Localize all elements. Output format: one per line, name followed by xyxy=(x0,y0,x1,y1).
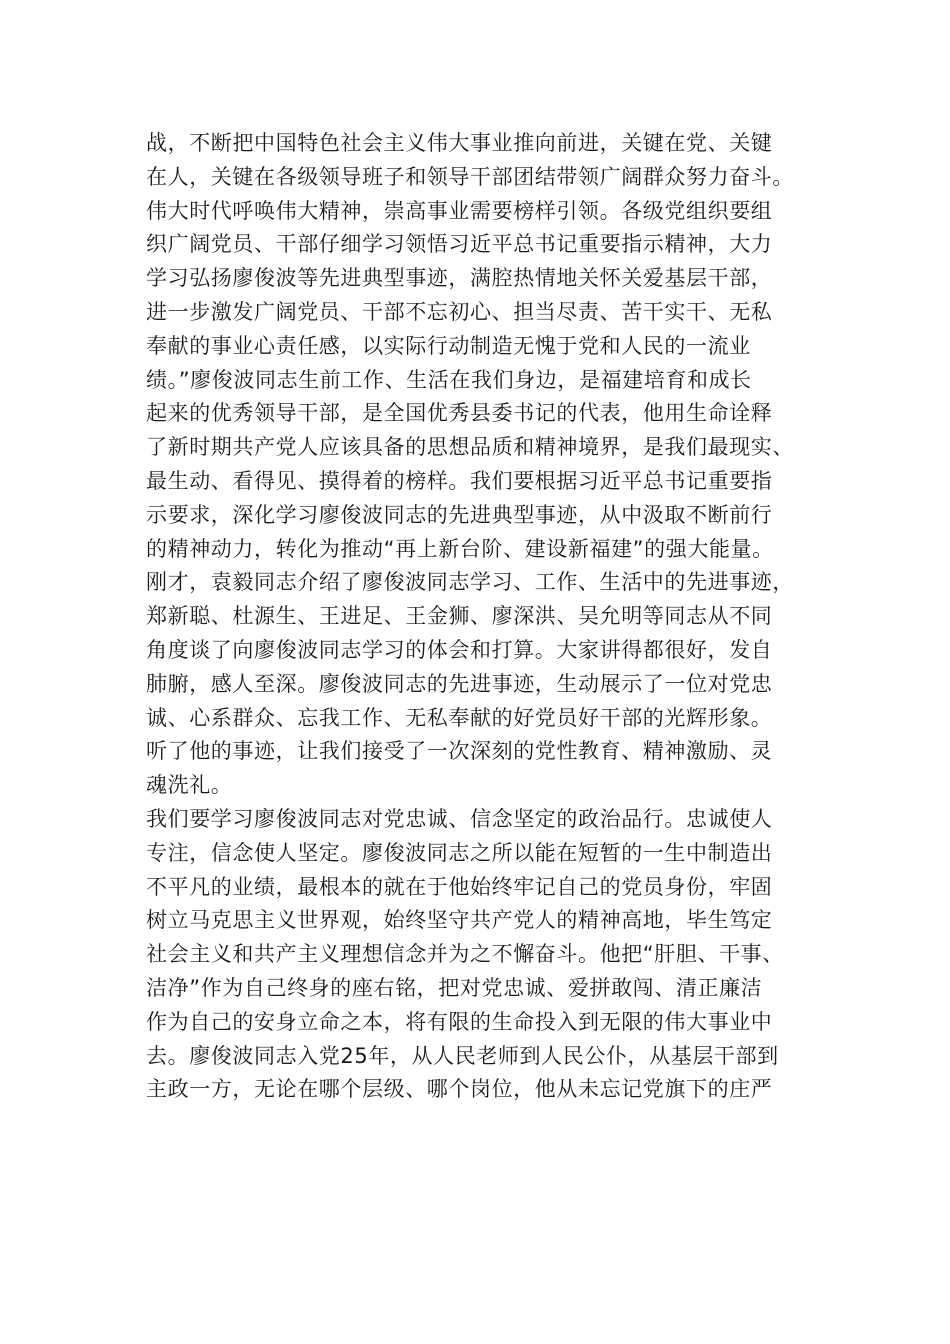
text-line: 了新时期共产党人应该具备的思想品质和精神境界，是我们最现实、 xyxy=(146,435,794,460)
text-line: 进一步激发广阔党员、干部不忘初心、担当尽责、苦干实干、无私 xyxy=(146,299,773,324)
text-line: 的精神动力，转化为推动“再上新台阶、建设新福建”的强大能量。 xyxy=(146,536,774,561)
text-line: 不平凡的业绩，最根本的就在于他始终牢记自己的党员身份，牢固 xyxy=(146,874,773,899)
text-line: 奉献的事业心责任感，以实际行动制造无愧于党和人民的一流业 xyxy=(146,333,751,358)
text-line: 洁净”作为自己终身的座右铭，把对党忠诚、爱拼敢闯、清正廉洁 xyxy=(146,975,763,1000)
text-line: 伟大时代呼唤伟大精神，崇高事业需要榜样引领。各级党组织要组 xyxy=(146,198,773,223)
text-line: 去。廖俊波同志入党25年，从人民老师到人民公仆，从基层干部到 xyxy=(146,1043,779,1068)
text-line: 社会主义和共产主义理想信念并为之不懈奋斗。他把“肝胆、干事、 xyxy=(146,942,784,967)
text-line: 角度谈了向廖俊波同志学习的体会和打算。大家讲得都很好，发自 xyxy=(146,637,773,662)
text-line: 战，不断把中国特色社会主义伟大事业推向前进，关键在党、关键 xyxy=(146,131,773,155)
text-line: 树立马克思主义世界观，始终坚守共产党人的精神高地，毕生笃定 xyxy=(146,908,773,933)
text-line: 专注，信念使人坚定。廖俊波同志之所以能在短暂的一生中制造出 xyxy=(146,840,773,865)
text-line: 示要求，深化学习廖俊波同志的先进典型事迹，从中汲取不断前行 xyxy=(146,502,773,527)
text-line: 学习弘扬廖俊波等先进典型事迹，满腔热情地关怀关爱基层干部， xyxy=(146,266,773,291)
text-line: 主政一方，无论在哪个层级、哪个岗位，他从未忘记党旗下的庄严 xyxy=(146,1077,773,1102)
text-line: 织广阔党员、干部仔细学习领悟习近平总书记重要指示精神，大力 xyxy=(146,232,773,257)
text-line: 诚、心系群众、忘我工作、无私奉献的好党员好干部的光辉形象。 xyxy=(146,705,773,730)
text-line: 在人，关键在各级领导班子和领导干部团结带领广阔群众努力奋斗。 xyxy=(146,164,794,189)
text-line: 魂洗礼。 xyxy=(146,773,233,798)
text-line: 最生动、看得见、摸得着的榜样。我们要根据习近平总书记重要指 xyxy=(146,468,773,493)
text-line: 我们要学习廖俊波同志对党忠诚、信念坚定的政治品行。忠诚使人 xyxy=(146,806,773,831)
text-line: 起来的优秀领导干部，是全国优秀县委书记的代表，他用生命诠释 xyxy=(146,401,773,426)
text-line: 绩。”廖俊波同志生前工作、生活在我们身边，是福建培育和成长 xyxy=(146,367,752,392)
text-line: 刚才，袁毅同志介绍了廖俊波同志学习、工作、生活中的先进事迹， xyxy=(146,570,794,595)
text-line: 作为自己的安身立命之本，将有限的生命投入到无限的伟大事业中 xyxy=(146,1009,773,1034)
body-text xyxy=(146,127,826,1107)
text-line: 听了他的事迹，让我们接受了一次深刻的党性教育、精神激励、灵 xyxy=(146,739,773,764)
text-line: 郑新聪、杜源生、王进足、王金狮、廖深洪、吴允明等同志从不同 xyxy=(146,604,773,629)
text-line: 肺腑，感人至深。廖俊波同志的先进事迹，生动展示了一位对党忠 xyxy=(146,671,773,696)
